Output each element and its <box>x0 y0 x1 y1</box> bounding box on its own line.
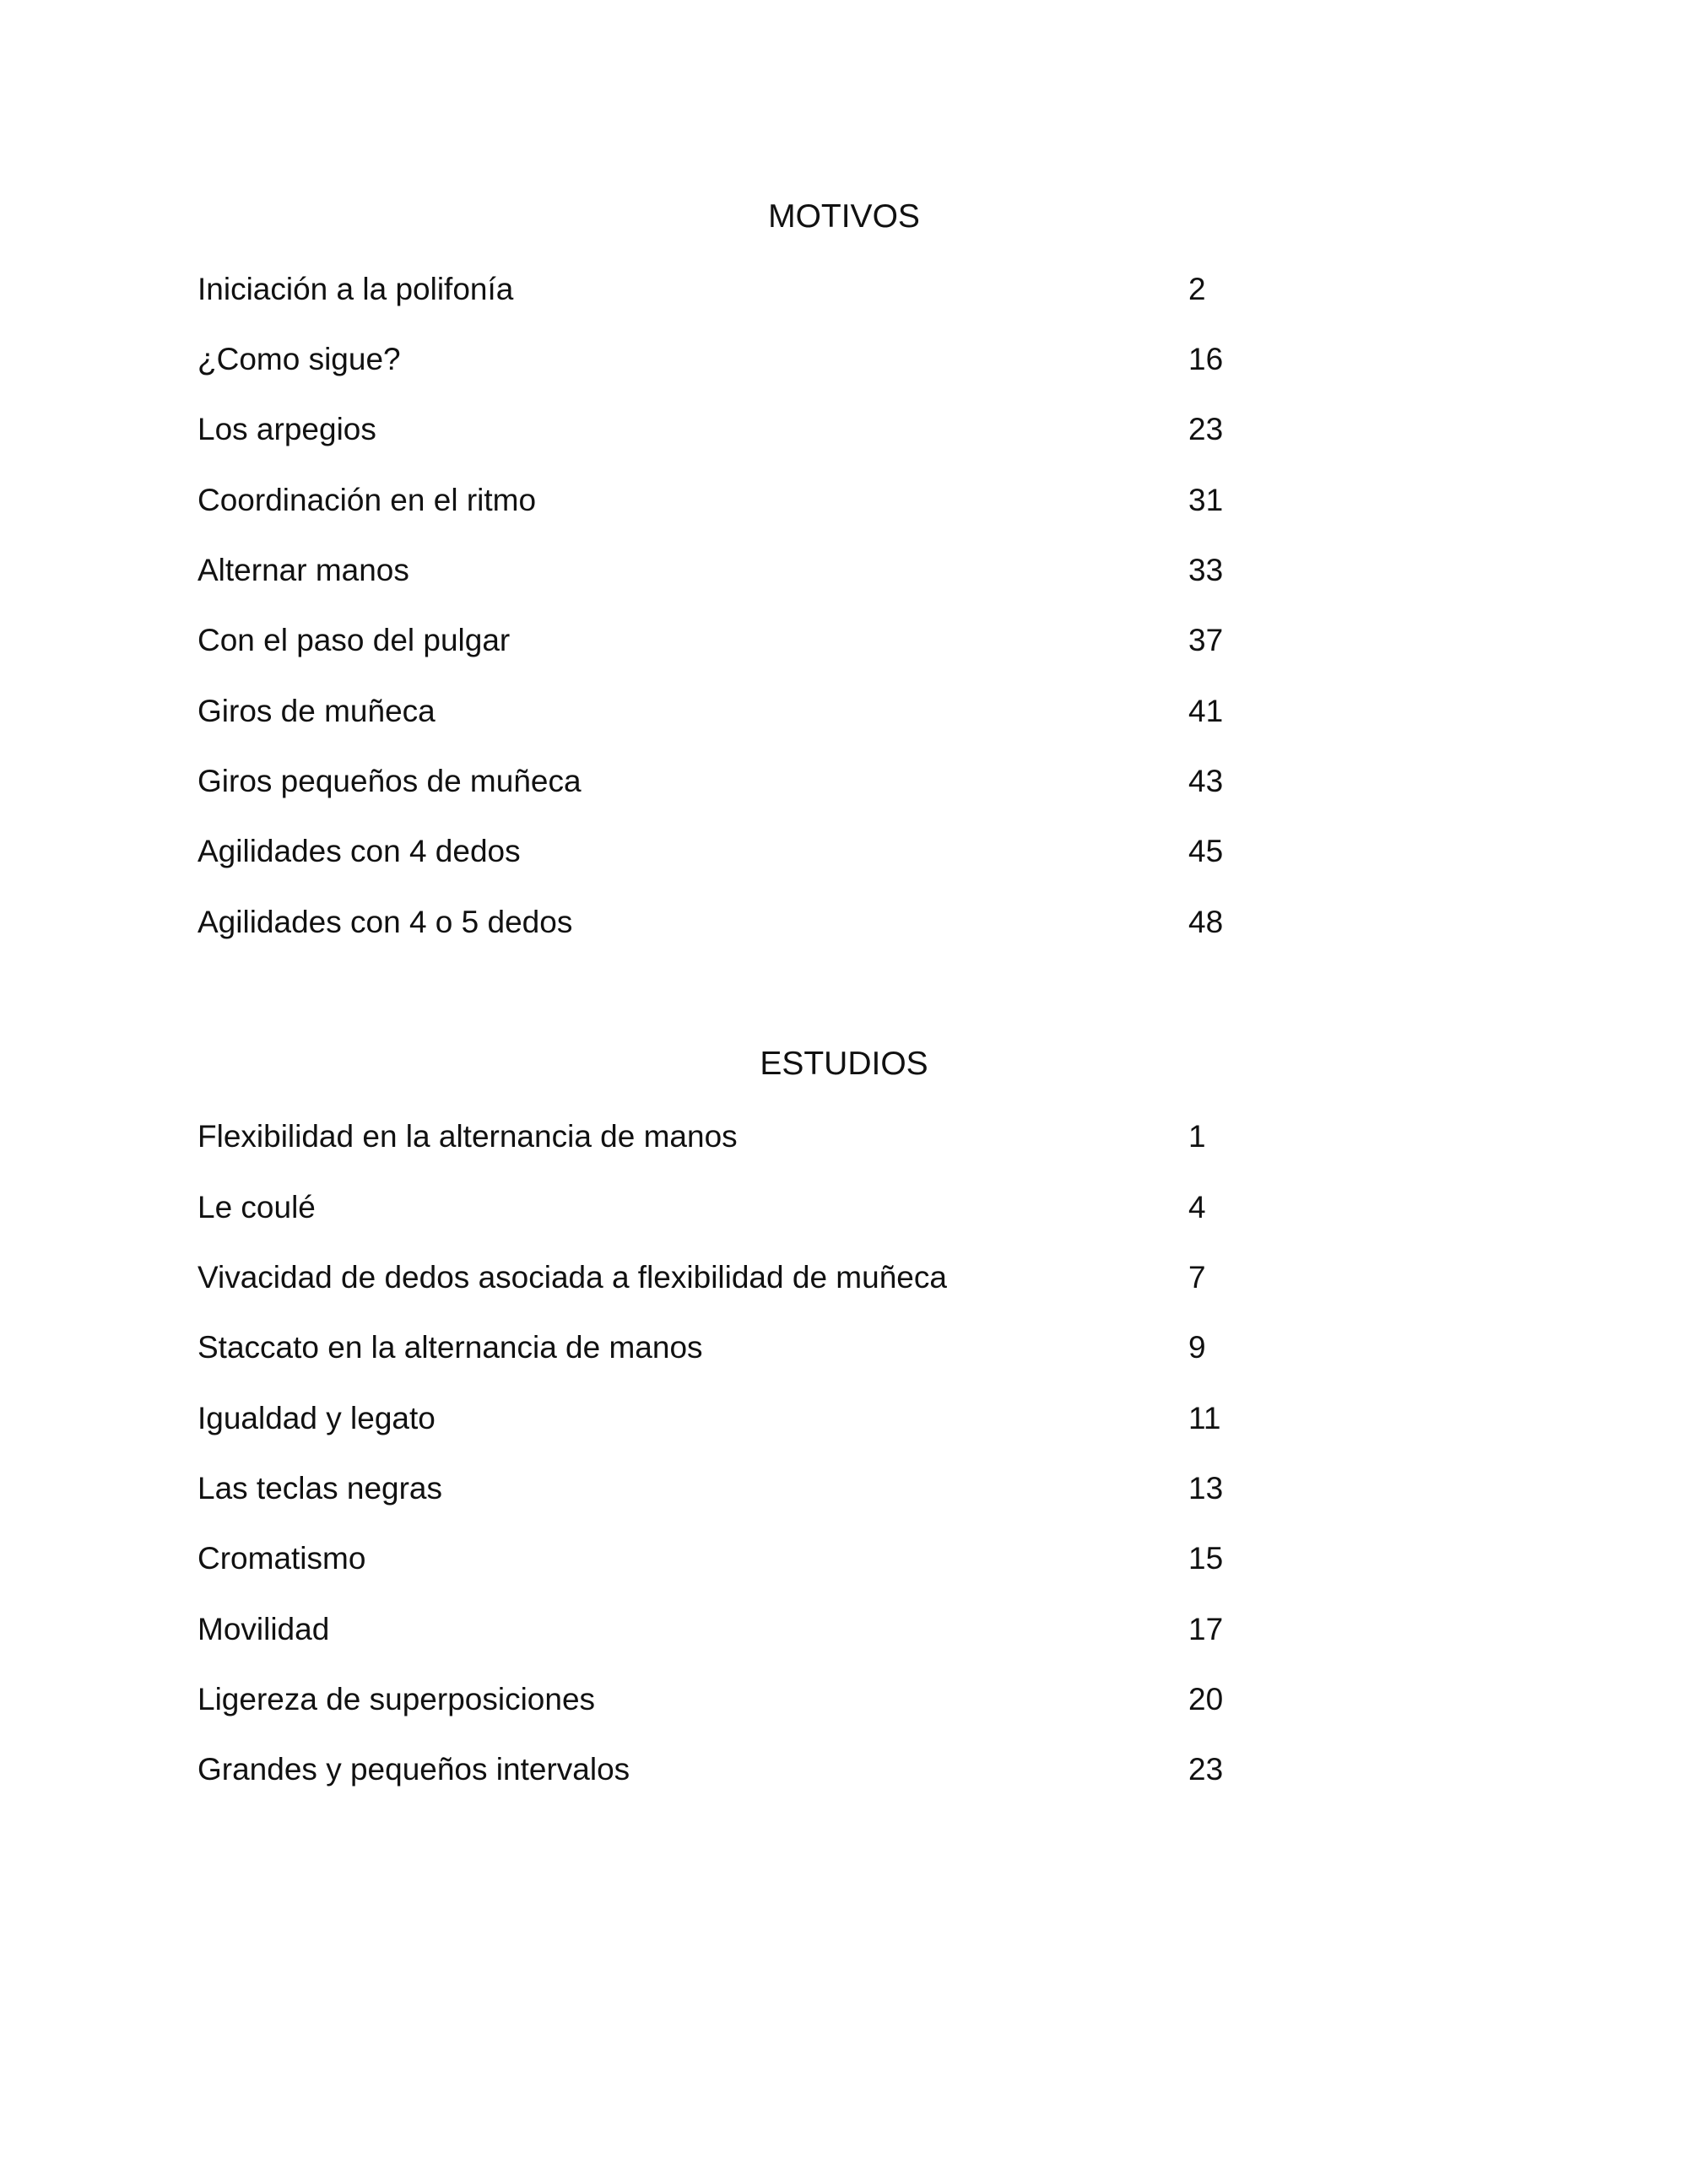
toc-entry-title: Flexibilidad en la alternancia de manos <box>197 1119 738 1154</box>
toc-entry-page: 17 <box>1188 1612 1224 1646</box>
toc-entry-page: 33 <box>1188 553 1224 587</box>
toc-entry-title: Movilidad <box>197 1612 330 1646</box>
toc-entry-title: Staccato en la alternancia de manos <box>197 1330 703 1365</box>
toc-entry-title: Iniciación a la polifonía <box>197 272 514 306</box>
toc-entry-title: ¿Como sigue? <box>197 342 401 376</box>
toc-entry-title: Vivacidad de dedos asociada a flexibilidad de muñeca <box>197 1260 947 1295</box>
toc-entry <box>0 1539 1688 1578</box>
toc-entry-page: 15 <box>1188 1541 1224 1576</box>
toc-entry <box>0 1188 1688 1227</box>
toc-entry <box>0 410 1688 449</box>
toc-entry-page: 20 <box>1188 1682 1224 1716</box>
toc-entry <box>0 1469 1688 1508</box>
section-title: ESTUDIOS <box>760 1046 928 1082</box>
toc-entry-page: 4 <box>1188 1190 1206 1224</box>
toc-entry-title: Agilidades con 4 dedos <box>197 834 521 868</box>
toc-entry-title: Giros pequeños de muñeca <box>197 764 582 798</box>
toc-entry-title: Cromatismo <box>197 1541 366 1576</box>
toc-entry <box>0 903 1688 942</box>
toc-entry-title: Ligereza de superposiciones <box>197 1682 596 1716</box>
toc-entry <box>0 551 1688 590</box>
toc-entry <box>0 762 1688 801</box>
toc-entry-title: Coordinación en el ritmo <box>197 483 537 517</box>
toc-entry-title: Grandes y pequeños intervalos <box>197 1752 630 1787</box>
toc-entry-page: 2 <box>1188 272 1206 306</box>
toc-entry-page: 41 <box>1188 694 1224 728</box>
toc-entry <box>0 1750 1688 1789</box>
toc-entry <box>0 340 1688 379</box>
toc-entry-title: Alternar manos <box>197 553 409 587</box>
toc-entry-title: Los arpegios <box>197 412 376 446</box>
toc-entry-page: 48 <box>1188 905 1224 939</box>
toc-entry-page: 16 <box>1188 342 1224 376</box>
toc-entry-page: 1 <box>1188 1119 1206 1154</box>
toc-entry-page: 13 <box>1188 1471 1224 1506</box>
toc-entry <box>0 1117 1688 1156</box>
section-title: MOTIVOS <box>768 198 920 235</box>
toc-entry-page: 11 <box>1188 1401 1221 1435</box>
toc-entry <box>0 1680 1688 1719</box>
toc-entry <box>0 692 1688 731</box>
toc-entry-page: 45 <box>1188 834 1224 868</box>
toc-entry <box>0 270 1688 309</box>
toc-entry-page: 31 <box>1188 483 1224 517</box>
toc-entry <box>0 621 1688 660</box>
toc-entry-title: Igualdad y legato <box>197 1401 436 1435</box>
toc-entry-page: 23 <box>1188 412 1224 446</box>
toc-entry-title: Con el paso del pulgar <box>197 623 511 657</box>
toc-entry-title: Agilidades con 4 o 5 dedos <box>197 905 573 939</box>
toc-entry-page: 7 <box>1188 1260 1206 1295</box>
toc-entry-page: 9 <box>1188 1330 1206 1365</box>
toc-entry-page: 37 <box>1188 623 1224 657</box>
toc-entry <box>0 1258 1688 1297</box>
toc-entry <box>0 832 1688 871</box>
toc-entry <box>0 1610 1688 1649</box>
toc-entry <box>0 1328 1688 1367</box>
toc-entry-page: 43 <box>1188 764 1224 798</box>
toc-entry <box>0 1399 1688 1438</box>
toc-entry-title: Las teclas negras <box>197 1471 443 1506</box>
toc-entry-title: Le coulé <box>197 1190 316 1224</box>
toc-entry-title: Giros de muñeca <box>197 694 436 728</box>
toc-entry-page: 23 <box>1188 1752 1224 1787</box>
toc-entry <box>0 481 1688 520</box>
